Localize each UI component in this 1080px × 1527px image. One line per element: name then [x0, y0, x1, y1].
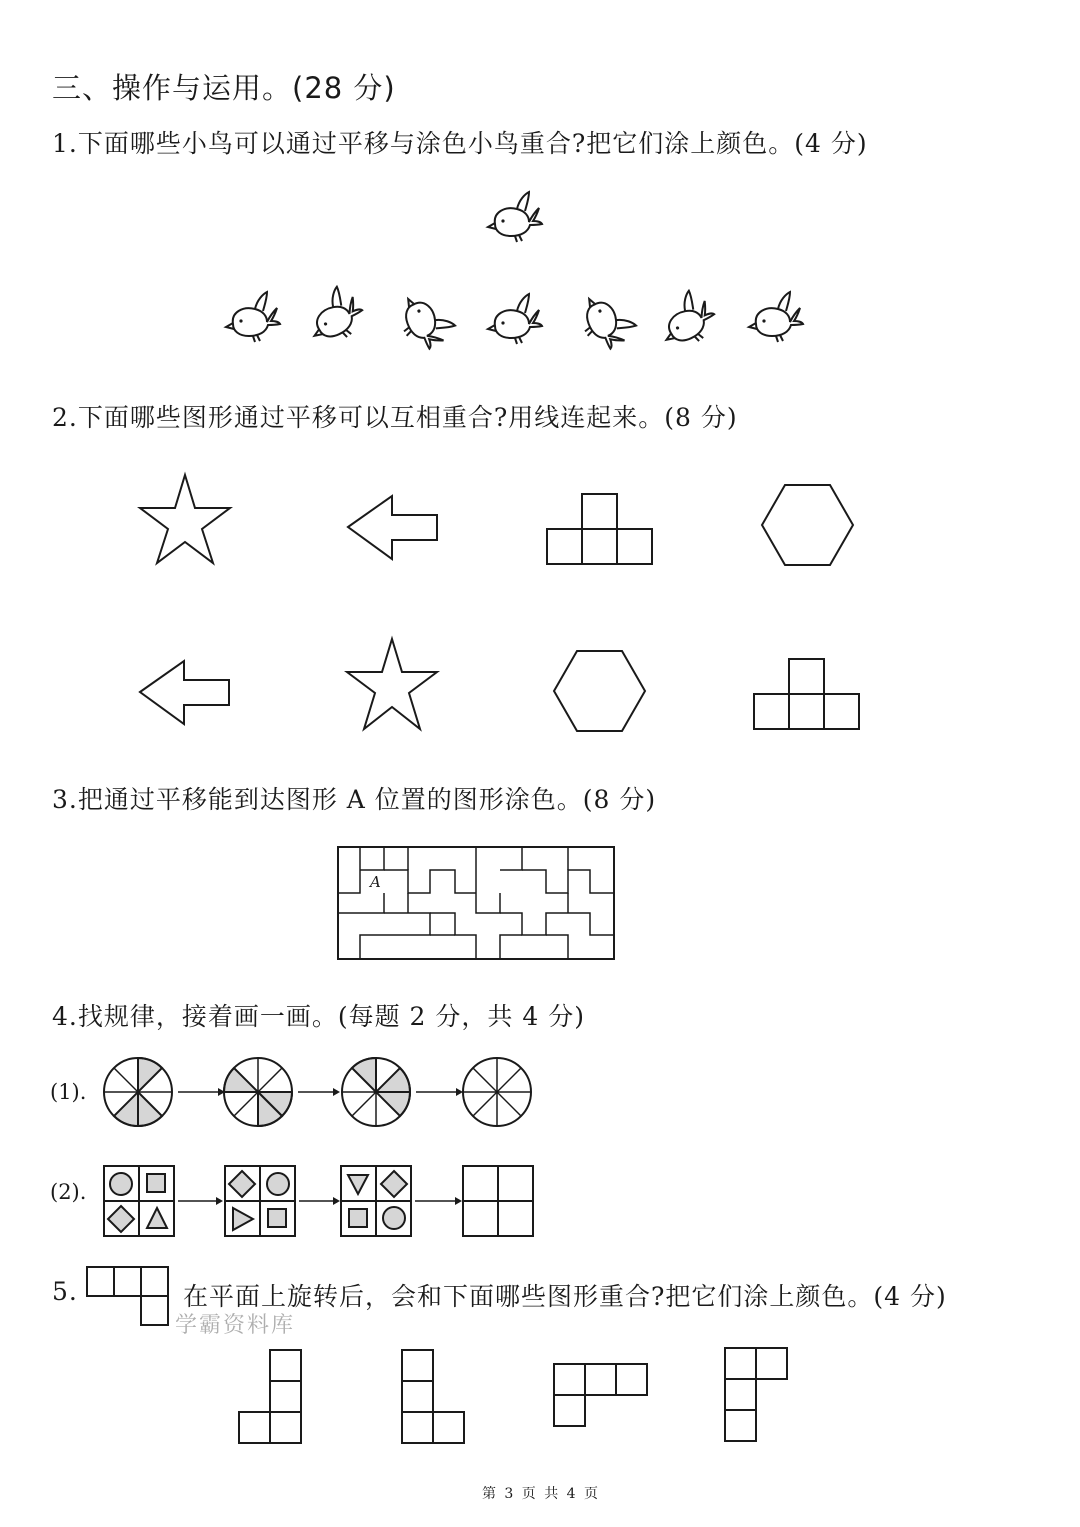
- question-4-number: 4.: [52, 1002, 78, 1031]
- q5-option-4[interactable]: [725, 1348, 787, 1441]
- arrow-left-icon[interactable]: [140, 661, 229, 724]
- question-5-number: 5.: [52, 1277, 78, 1306]
- watermark: 学霸资料库: [175, 1313, 296, 1338]
- star-icon[interactable]: [347, 639, 437, 729]
- puzzle-label-a: A: [370, 873, 381, 891]
- q4-item1-label: (1).: [50, 1080, 87, 1104]
- bird-icon[interactable]: [652, 285, 722, 353]
- circle-sector-icon: [342, 1058, 410, 1126]
- arrow-right-icon: [298, 1088, 340, 1096]
- shape-grid-answer-blank[interactable]: [463, 1166, 533, 1236]
- star-icon[interactable]: [140, 475, 230, 563]
- bird-icon[interactable]: [226, 292, 280, 342]
- arrow-right-icon: [415, 1197, 462, 1205]
- hexagon-icon[interactable]: [762, 485, 853, 565]
- question-2-text: 下面哪些图形通过平移可以互相重合?用线连起来。(8 分): [77, 403, 738, 432]
- bird-icon[interactable]: [394, 287, 459, 355]
- question-3-text: 把通过平移能到达图形 A 位置的图形涂色。(8 分): [77, 785, 657, 814]
- shape-grid-2: [225, 1166, 295, 1236]
- question-4-text: 找规律，接着画一画。(每题 2 分，共 4 分): [77, 1002, 585, 1031]
- bird-icon[interactable]: [488, 294, 542, 344]
- q5-reference-shape: [87, 1267, 168, 1325]
- q5-option-1[interactable]: [239, 1350, 301, 1443]
- arrow-right-icon: [416, 1088, 463, 1096]
- bird-icon[interactable]: [749, 292, 803, 342]
- bird-icon[interactable]: [488, 192, 542, 242]
- q5-option-2[interactable]: [402, 1350, 464, 1443]
- question-1-number: 1.: [52, 129, 78, 158]
- block-shape-icon[interactable]: [547, 494, 652, 564]
- shape-grid-3: [341, 1166, 411, 1236]
- question-3-number: 3.: [52, 785, 78, 814]
- arrow-right-icon: [299, 1197, 340, 1205]
- page-footer: 第 3 页 共 4 页: [481, 1486, 599, 1502]
- section-title: 三、操作与运用。(28 分): [52, 71, 396, 105]
- translation-puzzle[interactable]: [338, 847, 614, 959]
- shape-grid-1: [104, 1166, 174, 1236]
- hexagon-icon[interactable]: [554, 651, 645, 731]
- question-2-number: 2.: [52, 403, 78, 432]
- bird-icon[interactable]: [300, 281, 370, 349]
- arrow-left-icon[interactable]: [348, 496, 437, 559]
- q4-item2-label: (2).: [50, 1180, 87, 1204]
- q5-option-3[interactable]: [554, 1364, 647, 1426]
- question-1-text: 下面哪些小鸟可以通过平移与涂色小鸟重合?把它们涂上颜色。(4 分): [77, 129, 868, 158]
- arrow-right-icon: [178, 1088, 225, 1096]
- question-5-text: 在平面上旋转后，会和下面哪些图形重合?把它们涂上颜色。(4 分): [183, 1282, 947, 1311]
- bird-icon[interactable]: [575, 287, 640, 355]
- circle-answer-blank[interactable]: [463, 1058, 531, 1126]
- circle-sector-icon: [104, 1058, 172, 1126]
- arrow-right-icon: [178, 1197, 223, 1205]
- circle-sector-icon: [224, 1058, 292, 1126]
- block-shape-icon[interactable]: [754, 659, 859, 729]
